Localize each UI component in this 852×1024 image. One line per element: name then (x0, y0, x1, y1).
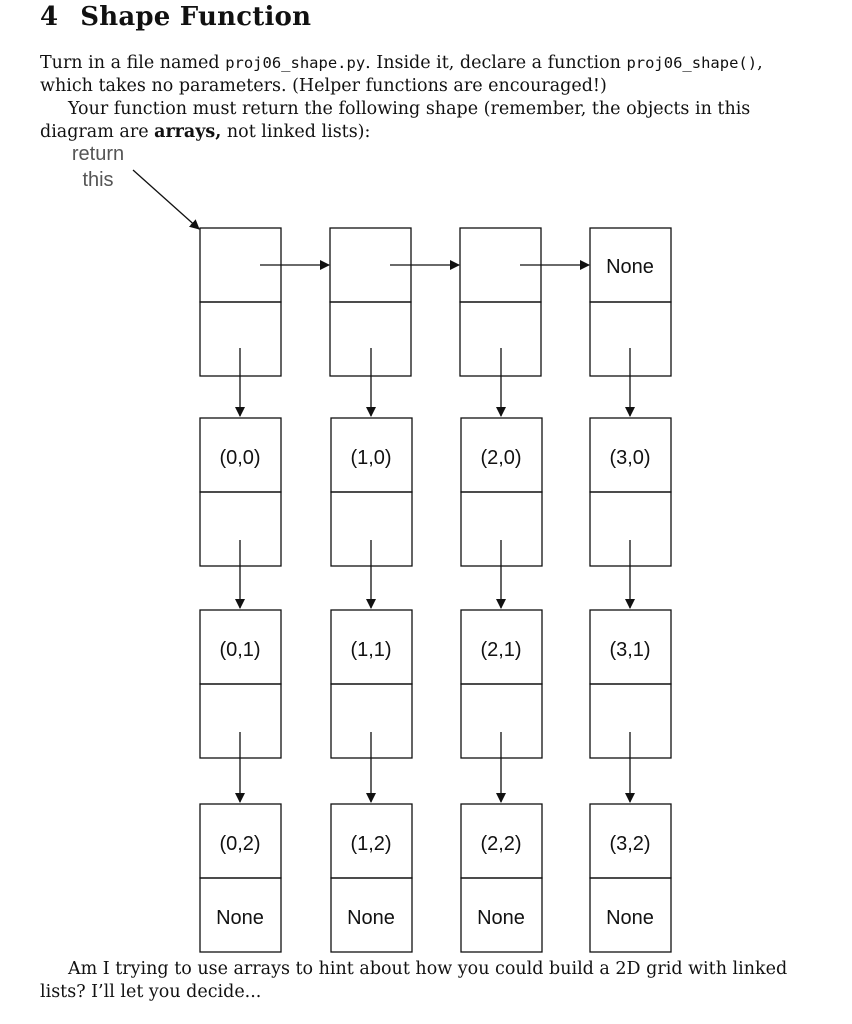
instructions-emphasis: arrays, (154, 122, 222, 142)
node-1-2-value-label: (1,2) (350, 833, 392, 855)
instructions-text-1: Your function must return the following shape (remember, the objects in this diagram are (40, 99, 751, 142)
diagram-content (133, 170, 671, 952)
node-1-1-value-label: (1,1) (350, 639, 392, 661)
node-3-0-value-label: (3,0) (609, 447, 651, 469)
node-3-1-value-label: (3,1) (609, 639, 651, 661)
section-number: 4 (40, 2, 59, 32)
column-0-terminal-none: None (216, 907, 264, 929)
node-2-2-value-label: (2,2) (480, 833, 522, 855)
node-2-1-value-label: (2,1) (480, 639, 522, 661)
column-2-terminal-none: None (477, 907, 525, 929)
column-3-terminal-none: None (606, 907, 654, 929)
section-title: Shape Function (80, 2, 312, 32)
node-2-0-value-label: (2,0) (480, 447, 522, 469)
intro-text-2: . Inside it, declare a function (365, 53, 627, 73)
node-0-0-value-label: (0,0) (219, 447, 261, 469)
closing-paragraph (40, 958, 810, 1004)
node-3-2-value-label: (3,2) (609, 833, 651, 855)
node-1-0-value-label: (1,0) (350, 447, 392, 469)
function-name-code: proj06_shape() (626, 54, 758, 72)
return-label-line2: this (82, 169, 114, 191)
intro-text-3: , which takes no parameters. (Helper functions are encouraged!) (40, 53, 763, 96)
closing-text: Am I trying to use arrays to hint about how you could build a 2D grid with linked lists? I’ll let you decide... (40, 959, 788, 1002)
return-pointer-arrow (133, 170, 199, 229)
node-0-2-value-label: (0,2) (219, 833, 261, 855)
node-0-1-value-label: (0,1) (219, 639, 261, 661)
spine-terminal-none: None (606, 256, 654, 278)
intro-text-1: Turn in a file named (40, 53, 226, 73)
column-1-terminal-none: None (347, 907, 395, 929)
return-label-line1: return (71, 143, 125, 165)
instructions-text-2: not linked lists): (221, 122, 371, 142)
filename-code: proj06_shape.py (225, 54, 366, 72)
